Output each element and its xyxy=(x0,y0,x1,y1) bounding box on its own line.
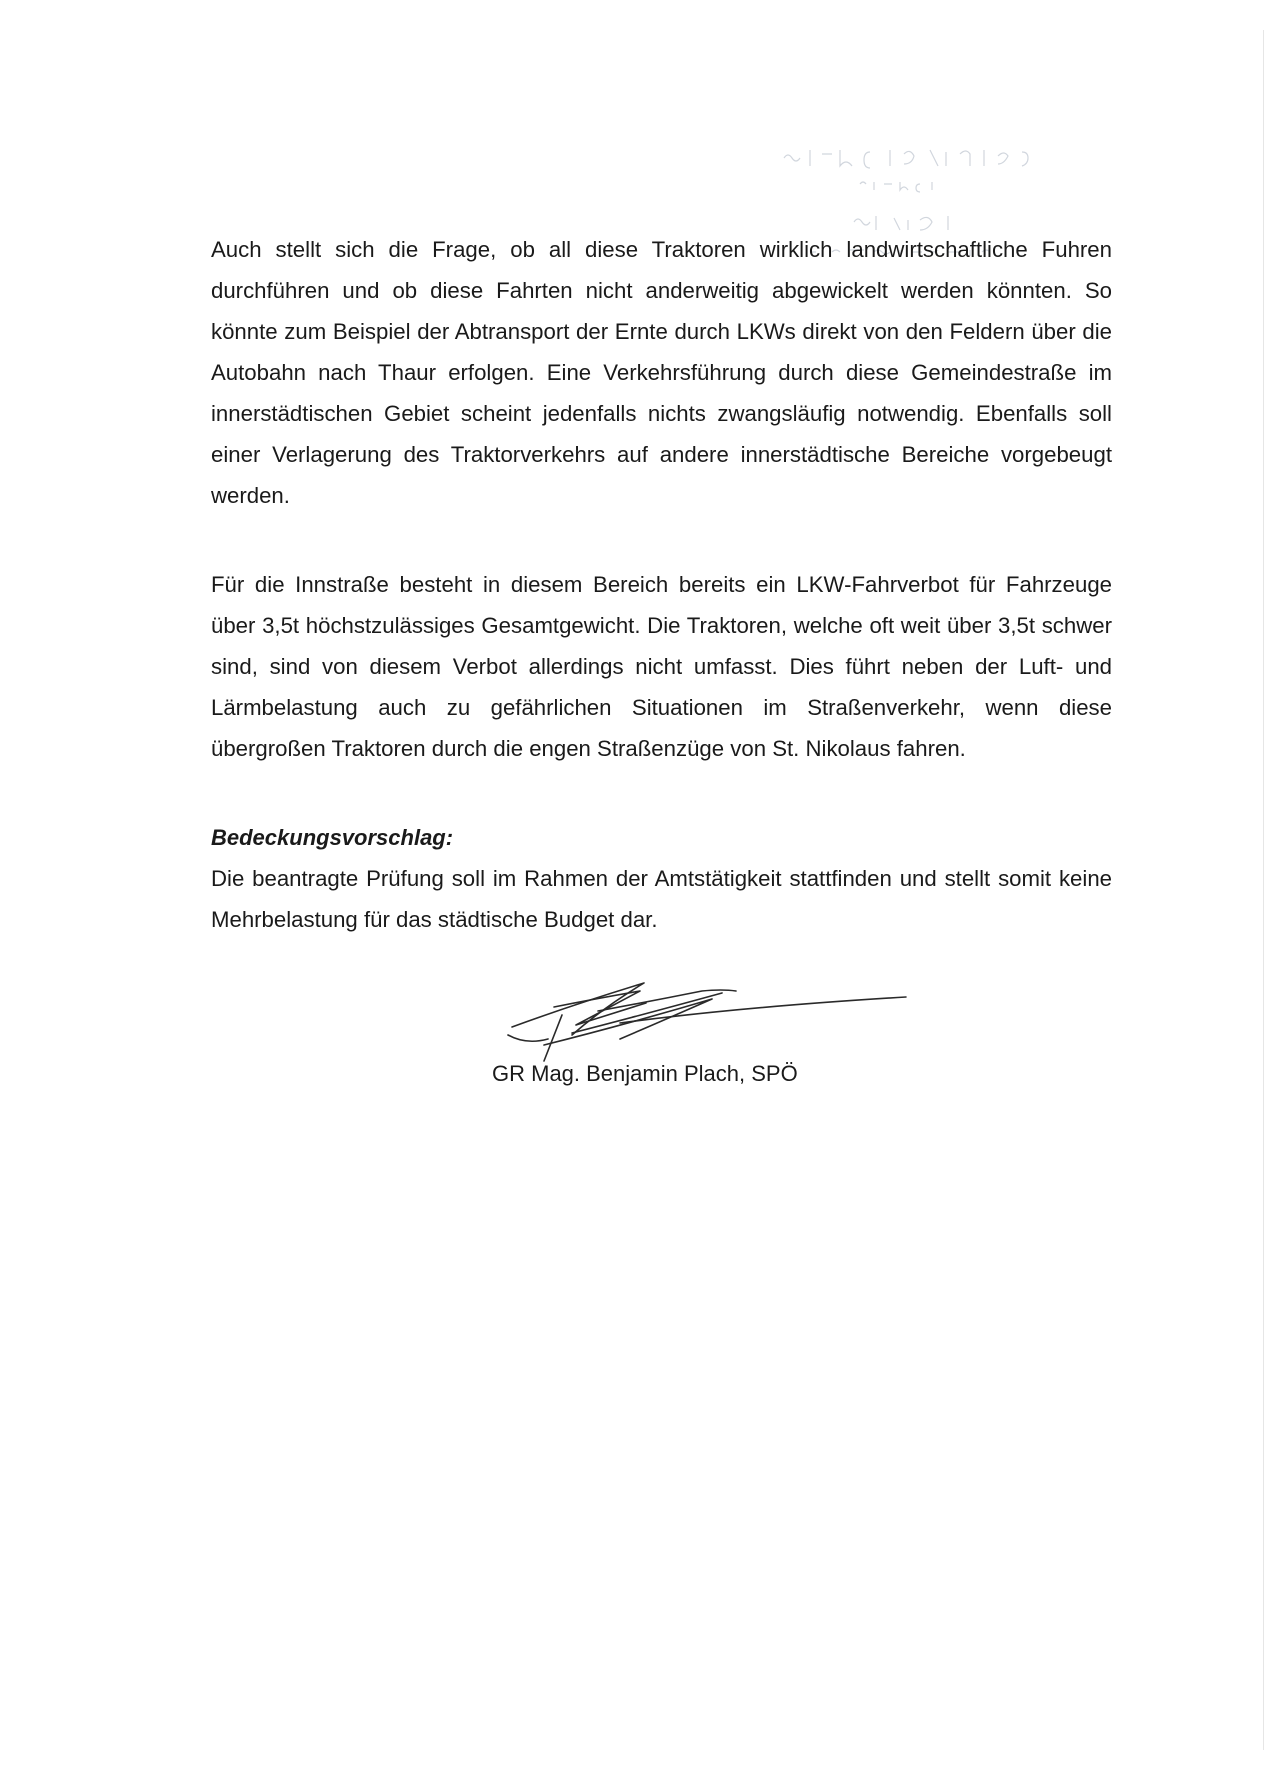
signer-name: GR Mag. Benjamin Plach, SPÖ xyxy=(492,1061,798,1086)
letter-body xyxy=(211,229,1112,940)
body-paragraph-1: Auch stellt sich die Frage, ob all diese Traktoren wirklich landwirtschaftliche Fuhren durchführen und ob diese Fahrten nicht anderweitig abgewickelt werden könnten. So könnte zum Beispiel der Abtransport der Ernte durch LKWs direkt von den Feldern über die Autobahn nach Thaur erfolgen. Eine Verkehrsführung durch diese Gemeindestraße im innerstädtischen Gebiet scheint jedenfalls nichts zwangsläufig notwendig. Ebenfalls soll einer Verlagerung des Traktorverkehrs auf andere innerstädtische Bereiche vorgebeugt werden. xyxy=(211,237,1112,508)
body-paragraph-2: Für die Innstraße besteht in diesem Bereich bereits ein LKW-Fahrverbot für Fahrzeuge über 3,5t höchstzulässiges Gesamtgewicht. Die Traktoren, welche oft weit über 3,5t schwer sind, sind von diesem Verbot allerdings nicht umfasst. Dies führt neben der Luft- und Lärmbelastung auch zu gefährlichen Situationen im Straßenverkehr, wenn diese übergroßen Traktoren durch die engen Straßenzüge von St. Nikolaus fahren. xyxy=(211,572,1112,761)
scan-edge-line xyxy=(1263,30,1264,1750)
coverage-heading: Bedeckungsvorschlag: xyxy=(211,825,454,850)
signature-icon xyxy=(500,975,910,1065)
coverage-paragraph: Die beantragte Prüfung soll im Rahmen der Amtstätigkeit stattfinden und stellt somit keine Mehrbelastung für das städtische Budget dar. xyxy=(211,866,1112,932)
